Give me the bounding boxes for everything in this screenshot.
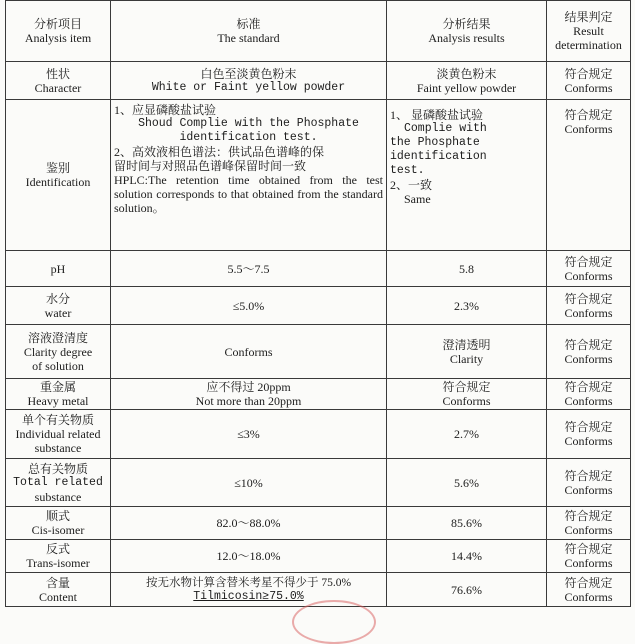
standard-cell: 应不得过 20ppm Not more than 20ppm	[111, 379, 387, 410]
table-row	[6, 287, 631, 325]
standard-cell: 12.0～18.0%	[111, 540, 387, 573]
determination-cell: 符合规定 Conforms	[547, 379, 631, 410]
result-cell: 符合规定 Conforms	[387, 379, 547, 410]
table-row	[6, 100, 631, 251]
header-standard: 标准 The standard	[111, 1, 387, 62]
determination-cell: 符合规定 Conforms	[547, 325, 631, 379]
result-cell: 5.6%	[387, 459, 547, 507]
result-cell: 85.6%	[387, 507, 547, 540]
standard-cell: ≤5.0%	[111, 287, 387, 325]
standard-cell: 白色至淡黄色粉末 White or Faint yellow powder	[111, 62, 387, 100]
item-cell: 水分 water	[6, 287, 111, 325]
header-item: 分析项目 Analysis item	[6, 1, 111, 62]
result-cell: 澄清透明 Clarity	[387, 325, 547, 379]
item-cell: 顺式 Cis-isomer	[6, 507, 111, 540]
standard-cell: 82.0～88.0%	[111, 507, 387, 540]
result-cell: 5.8	[387, 251, 547, 287]
standard-cell: 1、应显磷酸盐试验 Shoud Complie with the Phosphate identification test. 2、高效液相色谱法：供试品色谱峰的保 留时间与对照品色谱峰保留时间一致 HPLC:The retention time obtained from the test solution corresponds to that obtained from the standard solution。	[111, 100, 387, 251]
result-cell: 2.3%	[387, 287, 547, 325]
table-row	[6, 540, 631, 573]
table-row	[6, 379, 631, 410]
determination-cell: 符合规定 Conforms	[547, 410, 631, 459]
red-seal-stamp	[292, 600, 376, 644]
determination-cell: 符合规定 Conforms	[547, 459, 631, 507]
determination-cell: 符合规定 Conforms	[547, 540, 631, 573]
determination-cell: 符合规定 Conforms	[547, 287, 631, 325]
result-cell: 2.7%	[387, 410, 547, 459]
standard-cell: 按无水物计算含替米考星不得少于 75.0% Tilmicosin≥75.0%	[111, 573, 387, 607]
determination-cell: 符合规定 Conforms	[547, 62, 631, 100]
standard-cell: Conforms	[111, 325, 387, 379]
table-row	[6, 410, 631, 459]
table-row	[6, 507, 631, 540]
determination-cell: 符合规定 Conforms	[547, 573, 631, 607]
result-cell: 76.6%	[387, 573, 547, 607]
item-cell: 总有关物质 Total related substance	[6, 459, 111, 507]
result-cell: 1、 显磷酸盐试验 Complie with the Phosphate identification test. 2、一致 Same	[387, 100, 547, 251]
table-row	[6, 251, 631, 287]
table-row	[6, 325, 631, 379]
header-determination: 结果判定 Result determination	[547, 1, 631, 62]
item-cell: 鉴别 Identification	[6, 100, 111, 251]
determination-cell: 符合规定 Conforms	[547, 251, 631, 287]
determination-cell: 符合规定 Conforms	[547, 507, 631, 540]
standard-cell: ≤3%	[111, 410, 387, 459]
table-row	[6, 62, 631, 100]
result-cell: 淡黄色粉末 Faint yellow powder	[387, 62, 547, 100]
item-cell: 单个有关物质 Individual related substance	[6, 410, 111, 459]
standard-cell: ≤10%	[111, 459, 387, 507]
table-row	[6, 459, 631, 507]
result-cell: 14.4%	[387, 540, 547, 573]
item-cell: pH	[6, 251, 111, 287]
item-cell: 反式 Trans-isomer	[6, 540, 111, 573]
item-cell: 含量 Content	[6, 573, 111, 607]
item-cell: 溶液澄清度 Clarity degree of solution	[6, 325, 111, 379]
analysis-table	[5, 0, 631, 607]
determination-cell: 符合规定 Conforms	[547, 100, 631, 251]
standard-cell: 5.5～7.5	[111, 251, 387, 287]
item-cell: 性状 Character	[6, 62, 111, 100]
header-results: 分析结果 Analysis results	[387, 1, 547, 62]
item-cell: 重金属 Heavy metal	[6, 379, 111, 410]
table-header-row	[6, 1, 631, 62]
